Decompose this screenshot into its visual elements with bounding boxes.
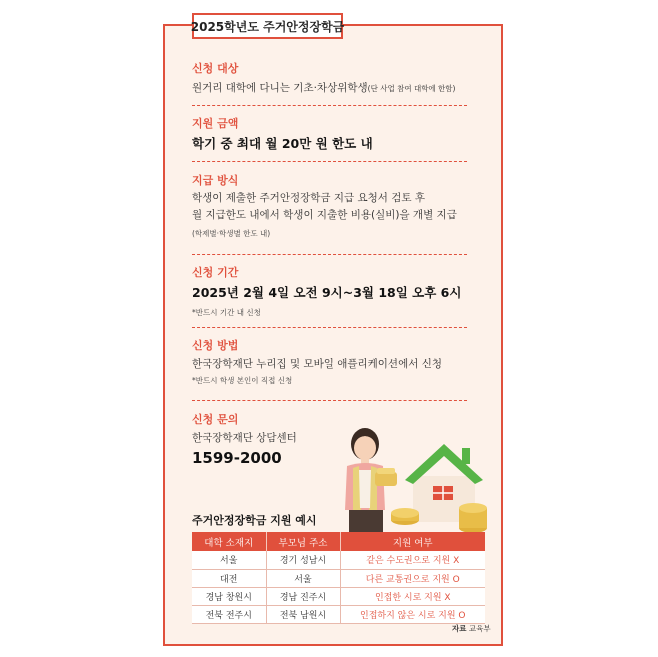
table-header-row	[192, 532, 485, 551]
section-text: 한국장학재단 누리집 및 모바일 애플리케이션에서 신청	[192, 358, 442, 370]
divider	[192, 327, 467, 328]
example-table	[192, 532, 485, 624]
table-cell: 전북 전주시	[192, 605, 266, 623]
table-row	[192, 551, 485, 569]
section-label: 지급 방식	[192, 174, 239, 187]
section-label: 신청 문의	[192, 413, 239, 426]
section-text: 원거리 대학에 다니는 기초·차상위학생(단 사업 참여 대학에 한함)	[192, 82, 456, 94]
section-line: 학생이 제출한 주거안정장학금 지급 요청서 검토 후	[192, 192, 426, 204]
divider	[192, 400, 467, 401]
table-cell: 같은 수도권으로 지원 X	[340, 551, 485, 569]
section-line: 월 지급한도 내에서 학생이 지출한 비용(실비)을 개별 지급	[192, 209, 457, 221]
table-row	[192, 569, 485, 587]
section-period	[192, 266, 472, 319]
column-header: 대학 소재지	[192, 532, 266, 551]
source-credit: 자료 교육부	[452, 624, 491, 633]
student-house-illustration	[325, 410, 495, 540]
table-cell: 서울	[266, 569, 340, 587]
divider	[192, 105, 467, 106]
section-label: 지원 금액	[192, 117, 239, 130]
section-target	[192, 62, 472, 97]
table-cell: 인접한 시로 지원 X	[340, 587, 485, 605]
section-label: 신청 대상	[192, 62, 239, 75]
divider	[192, 254, 467, 255]
section-note: *반드시 기간 내 신청	[192, 308, 261, 317]
table-cell: 경남 창원시	[192, 587, 266, 605]
table-cell: 경남 진주시	[266, 587, 340, 605]
table-cell: 경기 성남시	[266, 551, 340, 569]
table-cell: 서울	[192, 551, 266, 569]
section-label: 신청 기간	[192, 266, 239, 279]
table-row	[192, 587, 485, 605]
section-text: 한국장학재단 상담센터	[192, 432, 297, 444]
section-apply	[192, 339, 472, 387]
table-cell: 대전	[192, 569, 266, 587]
student-illustration	[345, 428, 397, 538]
section-label: 신청 방법	[192, 339, 239, 352]
table-cell: 다른 교통권으로 지원 O	[340, 569, 485, 587]
table-cell: 전북 남원시	[266, 605, 340, 623]
section-text: 2025년 2월 4일 오전 9시~3월 18일 오후 6시	[192, 285, 462, 300]
table-row	[192, 605, 485, 623]
section-method	[192, 174, 472, 240]
table-cell: 인접하지 않은 시로 지원 O	[340, 605, 485, 623]
section-amount	[192, 117, 472, 153]
divider	[192, 161, 467, 162]
phone-number: 1599-2000	[192, 449, 282, 467]
section-note: *반드시 학생 본인이 직접 신청	[192, 376, 293, 385]
example-title: 주거안정장학금 지원 예시	[192, 514, 317, 527]
section-note: (학제별·학생별 한도 내)	[192, 229, 271, 238]
section-text: 학기 중 최대 월 20만 원 한도 내	[192, 136, 373, 151]
column-header: 부모님 주소	[266, 532, 340, 551]
column-header: 지원 여부	[340, 532, 485, 551]
page-title: 2025학년도 주거안정장학금	[192, 13, 343, 39]
